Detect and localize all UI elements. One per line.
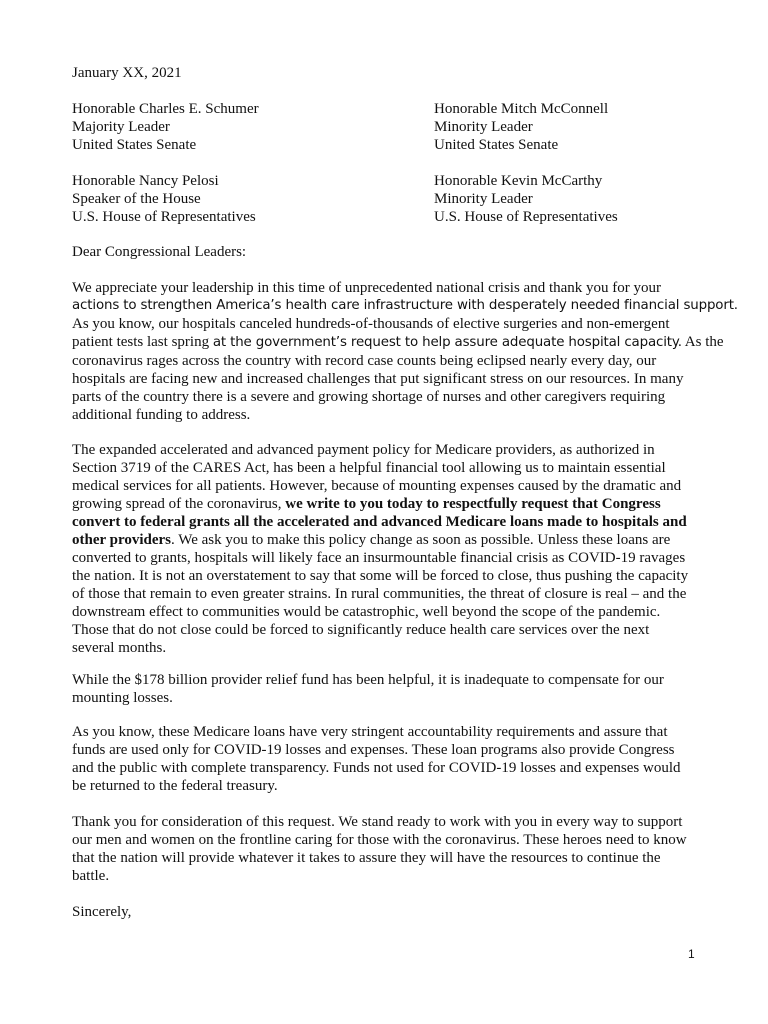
paragraph-line bbox=[72, 513, 698, 531]
paragraph-line: that the nation will provide whatever it takes to assure they will have the resources to continue the bbox=[72, 850, 661, 866]
line-fragment: patient tests last spring bbox=[72, 334, 213, 350]
paragraph-line: As you know, our hospitals canceled hundreds-of-thousands of elective surgeries and non-emergent bbox=[72, 316, 670, 332]
paragraph-line bbox=[72, 333, 724, 352]
paragraph-line: funds are used only for COVID-19 losses and expenses. These loan programs also provide Congress bbox=[72, 742, 675, 758]
line-fragment: As the bbox=[681, 334, 724, 350]
recipient-name: Honorable Kevin McCarthy bbox=[434, 173, 603, 189]
paragraph-line: While the $178 billion provider relief fund has been helpful, it is inadequate to compensate for our bbox=[72, 672, 664, 688]
request-emphasis: other providers bbox=[72, 532, 172, 548]
recipient-body: United States Senate bbox=[72, 137, 197, 153]
letter-date: January XX, 2021 bbox=[72, 65, 182, 81]
paragraph-line: Thank you for consideration of this request. We stand ready to work with you in every way to support bbox=[72, 814, 683, 830]
paragraph-4 bbox=[72, 723, 698, 795]
request-emphasis: convert to federal grants all the accelerated and advanced Medicare loans made to hospitals and bbox=[72, 514, 687, 530]
recipient-title: Minority Leader bbox=[434, 119, 533, 135]
paragraph-line: We appreciate your leadership in this time of unprecedented national crisis and thank you for your bbox=[72, 280, 662, 296]
recipient-name: Honorable Charles E. Schumer bbox=[72, 101, 259, 117]
paragraph-line: Section 3719 of the CARES Act, has been a helpful financial tool allowing us to maintain essential bbox=[72, 460, 666, 476]
recipient-block-pelosi bbox=[72, 172, 256, 226]
paragraph-line: battle. bbox=[72, 868, 110, 884]
paragraph-1 bbox=[72, 279, 738, 424]
recipient-body: United States Senate bbox=[434, 137, 559, 153]
paragraph-line bbox=[72, 531, 698, 549]
paragraph-line: Those that do not close could be forced to significantly reduce health care services over the next bbox=[72, 622, 650, 638]
paragraph-line: be returned to the federal treasury. bbox=[72, 778, 278, 794]
recipient-title: Majority Leader bbox=[72, 119, 170, 135]
recipient-title: Minority Leader bbox=[434, 191, 533, 207]
paragraph-line: hospitals are facing new and increased challenges that put significant stress on our resources. In many bbox=[72, 371, 684, 387]
paragraph-2 bbox=[72, 441, 698, 657]
paragraph-line: coronavirus rages across the country with record case counts being eclipsed nearly every day, our bbox=[72, 353, 657, 369]
paragraph-line: As you know, these Medicare loans have very stringent accountability requirements and assure that bbox=[72, 724, 668, 740]
paragraph-line: and the public with complete transparency. Funds not used for COVID-19 losses and expenses would bbox=[72, 760, 681, 776]
recipient-name: Honorable Nancy Pelosi bbox=[72, 173, 219, 189]
closing: Sincerely, bbox=[72, 904, 132, 920]
recipient-title: Speaker of the House bbox=[72, 191, 201, 207]
paragraph-line: medical services for all patients. However, because of mounting expenses caused by the dramatic and bbox=[72, 478, 682, 494]
paragraph-line: the nation. It is not an overstatement to say that some will be forced to close, thus pushing the capacity bbox=[72, 568, 689, 584]
paragraph-line: of those that remain to even greater strains. In rural communities, the threat of closure is real – and the bbox=[72, 586, 687, 602]
recipient-name: Honorable Mitch McConnell bbox=[434, 101, 609, 117]
paragraph-line: converted to grants, hospitals will likely face an insurmountable financial crisis as COVID-19 ravages bbox=[72, 550, 686, 566]
recipient-body: U.S. House of Representatives bbox=[434, 209, 618, 225]
paragraph-3 bbox=[72, 671, 698, 707]
line-fragment: at the government’s request to help assure adequate hospital capacity. bbox=[212, 335, 682, 350]
recipient-body: U.S. House of Representatives bbox=[72, 209, 256, 225]
request-emphasis: we write to you today to respectfully request that Congress bbox=[285, 496, 661, 512]
paragraph-line: several months. bbox=[72, 640, 167, 656]
paragraph-line: our men and women on the frontline caring for those with the coronavirus. These heroes need to know bbox=[72, 832, 687, 848]
page-number: 1 bbox=[688, 947, 695, 961]
line-fragment: growing spread of the coronavirus, bbox=[72, 496, 286, 512]
paragraph-5 bbox=[72, 813, 698, 885]
paragraph-line bbox=[72, 495, 698, 513]
paragraph-line: mounting losses. bbox=[72, 690, 173, 706]
recipient-block-mcconnell bbox=[434, 100, 608, 154]
paragraph-line: The expanded accelerated and advanced payment policy for Medicare providers, as authorized in bbox=[72, 442, 655, 458]
recipient-block-mccarthy bbox=[434, 172, 618, 226]
paragraph-line: downstream effect to communities would be catastrophic, well beyond the scope of the pandemic. bbox=[72, 604, 661, 620]
salutation: Dear Congressional Leaders: bbox=[72, 244, 247, 260]
paragraph-line: parts of the country there is a severe and growing shortage of nurses and other caregivers requiring bbox=[72, 389, 666, 405]
line-fragment: . We ask you to make this policy change as soon as possible. Unless these loans are bbox=[171, 532, 671, 548]
paragraph-line: actions to strengthen America’s health care infrastructure with desperately needed financial support. bbox=[72, 298, 738, 313]
recipient-block-schumer bbox=[72, 100, 259, 154]
paragraph-line: additional funding to address. bbox=[72, 407, 251, 423]
